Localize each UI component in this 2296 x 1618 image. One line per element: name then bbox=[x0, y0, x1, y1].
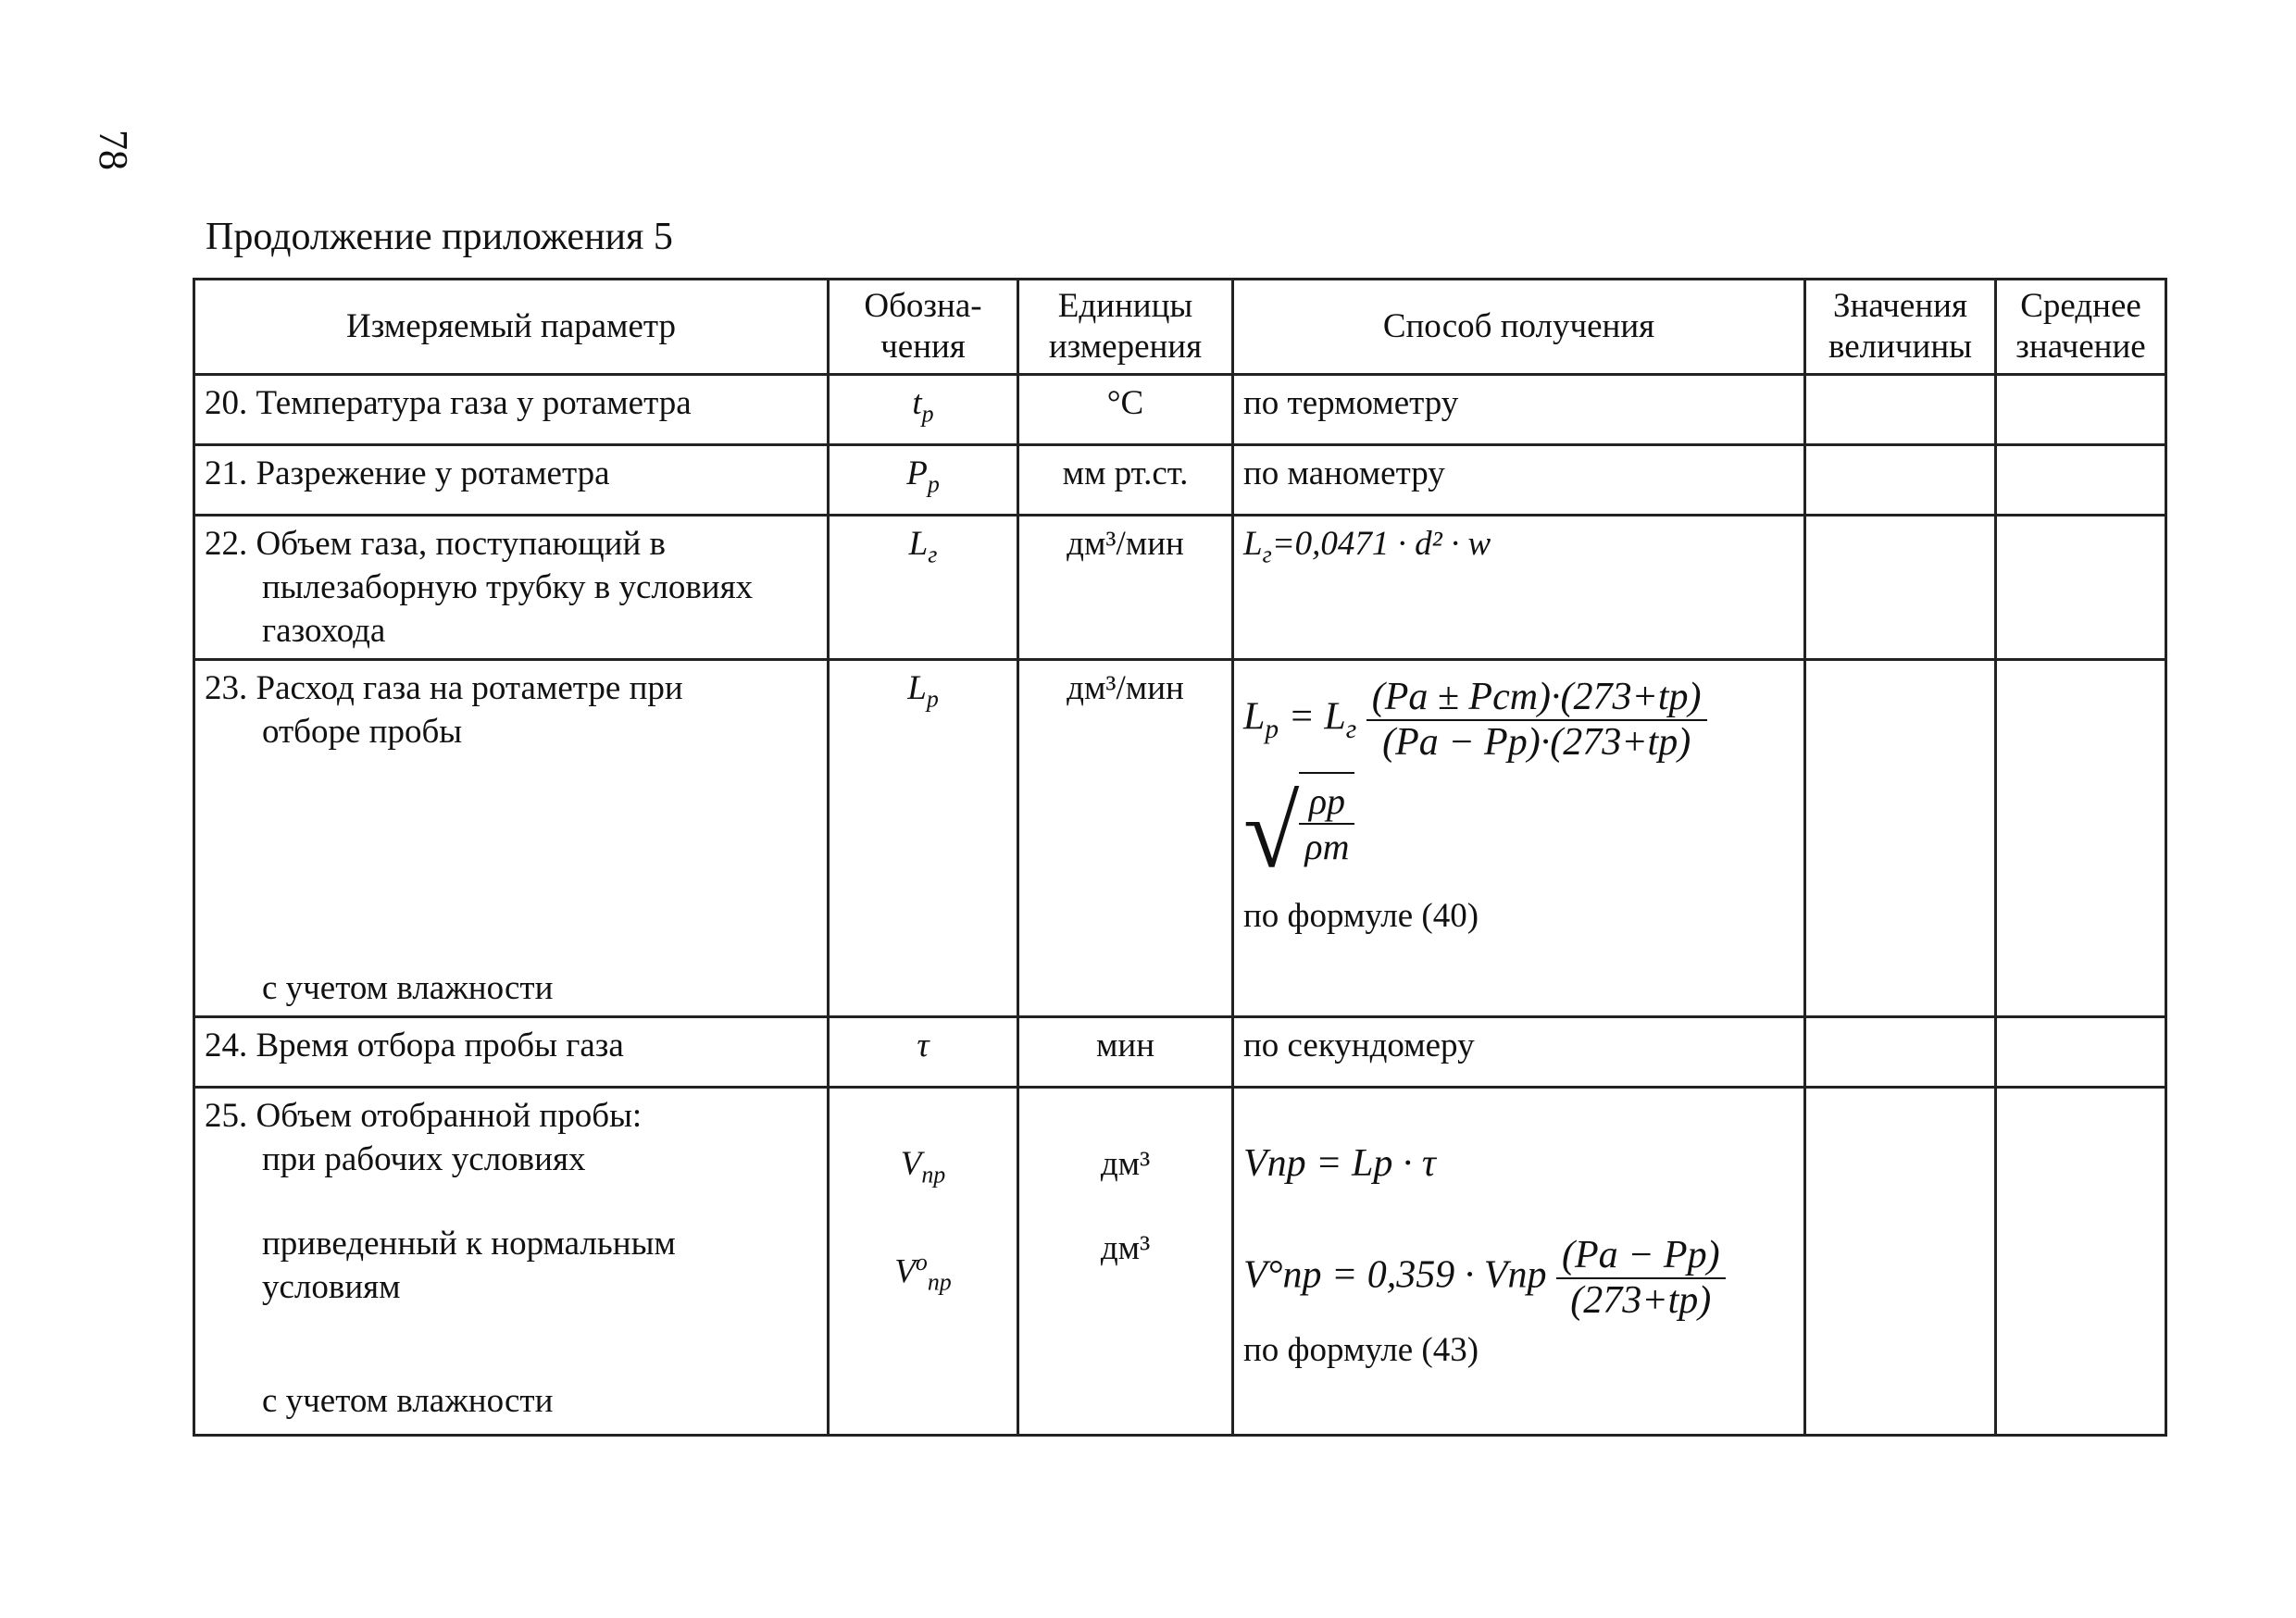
symbol-sup: o bbox=[915, 1249, 928, 1276]
param-line: отборе пробы bbox=[262, 713, 463, 751]
value-cell bbox=[1805, 375, 1996, 445]
table-row bbox=[194, 1017, 2166, 1088]
value-cell bbox=[1805, 516, 1996, 660]
param-line: при рабочих условиях bbox=[262, 1140, 586, 1178]
density-denominator: ρт bbox=[1304, 826, 1350, 867]
param-cell: 24. Время отбора пробы газа bbox=[194, 1017, 829, 1088]
symbol-cell bbox=[829, 375, 1018, 445]
symbol-normal bbox=[839, 1240, 1007, 1304]
unit-cell: мм рт.ст. bbox=[1018, 445, 1233, 516]
formula-lhs: L bbox=[1243, 695, 1266, 739]
unit-cell: дм³/мин bbox=[1018, 660, 1233, 1017]
header-row bbox=[194, 280, 2166, 375]
symbol-sub: p bbox=[926, 685, 939, 713]
symbol-cell bbox=[829, 516, 1018, 660]
average-cell bbox=[1996, 1088, 2166, 1436]
method-cell: по манометру bbox=[1233, 445, 1805, 516]
radicand bbox=[1299, 772, 1354, 892]
flow-formula bbox=[1243, 676, 1794, 765]
unit-normal: дм³ bbox=[1100, 1229, 1151, 1267]
unit-cell: °C bbox=[1018, 375, 1233, 445]
radical-sign: √ bbox=[1243, 776, 1300, 889]
page-number: 78 bbox=[91, 130, 136, 170]
param-cell: 21. Разрежение у ротаметра bbox=[194, 445, 829, 516]
table-row bbox=[194, 375, 2166, 445]
header-param: Измеряемый параметр bbox=[194, 280, 829, 375]
normal-volume-formula bbox=[1243, 1234, 1794, 1323]
table-row bbox=[194, 660, 2166, 1017]
symbol-text: L bbox=[908, 525, 929, 563]
unit-cell bbox=[1018, 1088, 1233, 1436]
formula-lhs-sub: г bbox=[1262, 541, 1272, 568]
symbol-working bbox=[839, 1142, 1007, 1196]
formula-lhs-sub: p bbox=[1265, 715, 1279, 745]
symbol-sub: г bbox=[928, 541, 938, 568]
value-cell bbox=[1805, 660, 1996, 1017]
method-cell bbox=[1233, 1088, 1805, 1436]
symbol-sub: пр bbox=[927, 1269, 952, 1297]
param-cell: 20. Температура газа у ротаметра bbox=[194, 375, 829, 445]
unit-cell: дм³/мин bbox=[1018, 516, 1233, 660]
symbol-text: L bbox=[907, 669, 927, 707]
value-cell bbox=[1805, 1017, 1996, 1088]
unit-cell: мин bbox=[1018, 1017, 1233, 1088]
param-line: с учетом влажности bbox=[262, 1382, 554, 1420]
param-line: 23. Расход газа на ротаметре при bbox=[205, 669, 683, 707]
symbol-cell bbox=[829, 1088, 1018, 1436]
formula-eq-sub: г bbox=[1345, 715, 1357, 745]
formula-fraction bbox=[1366, 676, 1707, 765]
method-note: по формуле (40) bbox=[1243, 897, 1479, 935]
fraction-numerator: (Pa ± Pст)·(273+tp) bbox=[1366, 676, 1707, 721]
unit-working: дм³ bbox=[1100, 1145, 1151, 1183]
symbol-cell: τ bbox=[829, 1017, 1018, 1088]
method-cell: по термометру bbox=[1233, 375, 1805, 445]
volume-formula: Vпр = Lp · τ bbox=[1243, 1142, 1436, 1185]
formula-fraction bbox=[1556, 1234, 1726, 1323]
header-values: Значения величины bbox=[1805, 280, 1996, 375]
method-formula bbox=[1233, 516, 1805, 660]
param-line: 22. Объем газа, поступающий в bbox=[205, 525, 666, 563]
table-row bbox=[194, 516, 2166, 660]
symbol-text: V bbox=[900, 1145, 922, 1183]
method-cell: по секундомеру bbox=[1233, 1017, 1805, 1088]
value-cell bbox=[1805, 445, 1996, 516]
sqrt-density-ratio bbox=[1243, 772, 1354, 892]
fraction-denominator: (Pa − Pp)·(273+tp) bbox=[1382, 721, 1691, 764]
symbol-text: P bbox=[906, 454, 928, 492]
fraction-numerator: (Pa − Pp) bbox=[1556, 1234, 1726, 1279]
average-cell bbox=[1996, 445, 2166, 516]
fraction-denominator: (273+tp) bbox=[1570, 1279, 1712, 1322]
average-cell bbox=[1996, 660, 2166, 1017]
param-line: приведенный к нормальным условиям bbox=[262, 1225, 676, 1306]
header-method: Способ получения bbox=[1233, 280, 1805, 375]
average-cell bbox=[1996, 1017, 2166, 1088]
formula-lhs: V°пр = 0,359 · Vпр bbox=[1243, 1253, 1547, 1297]
method-cell bbox=[1233, 660, 1805, 1017]
header-units: Единицы измерения bbox=[1018, 280, 1233, 375]
average-cell bbox=[1996, 516, 2166, 660]
param-line: с учетом влажности bbox=[262, 969, 554, 1007]
table-row bbox=[194, 445, 2166, 516]
param-cell bbox=[194, 516, 829, 660]
symbol-cell bbox=[829, 445, 1018, 516]
symbol-text: V bbox=[894, 1252, 916, 1291]
symbol-text: t bbox=[912, 384, 922, 422]
method-note: по формуле (43) bbox=[1243, 1331, 1479, 1369]
param-line: пылезаборную трубку в условиях газохода bbox=[262, 568, 754, 650]
param-line: 25. Объем отобранной пробы: bbox=[205, 1097, 643, 1135]
symbol-cell bbox=[829, 660, 1018, 1017]
average-cell bbox=[1996, 375, 2166, 445]
density-numerator: ρp bbox=[1299, 779, 1354, 825]
value-cell bbox=[1805, 1088, 1996, 1436]
density-fraction bbox=[1299, 779, 1354, 868]
symbol-sub: p bbox=[927, 470, 940, 498]
header-symbol: Обозна-чения bbox=[829, 280, 1018, 375]
param-cell bbox=[194, 660, 829, 1017]
table-row bbox=[194, 1088, 2166, 1436]
param-cell bbox=[194, 1088, 829, 1436]
header-average: Среднее значение bbox=[1996, 280, 2166, 375]
parameters-table bbox=[193, 278, 2167, 1437]
formula-rhs: =0,0471 · d² · w bbox=[1271, 525, 1491, 563]
formula-lhs: L bbox=[1243, 525, 1263, 563]
caption: Продолжение приложения 5 bbox=[206, 216, 673, 258]
formula-eq: = L bbox=[1288, 695, 1346, 739]
symbol-sub: пр bbox=[921, 1161, 946, 1189]
symbol-sub: p bbox=[921, 400, 934, 428]
